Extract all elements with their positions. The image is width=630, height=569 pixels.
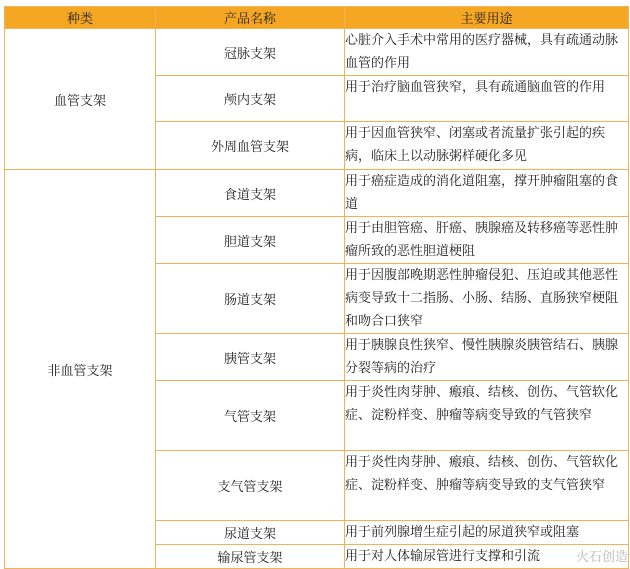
main-use-cell: 用于癌症造成的消化道阻塞，撑开肿瘤阻塞的食道: [345, 170, 629, 217]
product-name-cell: 输尿管支架: [156, 545, 345, 569]
main-use-cell: 用于对人体输尿管进行支撑和引流: [345, 545, 629, 569]
header-main-use: 主要用途: [345, 7, 629, 29]
table-row: [5, 170, 629, 217]
product-name-cell: 尿道支架: [156, 521, 345, 545]
kind-cell: 非血管支架: [5, 170, 156, 569]
product-name-cell: 气管支架: [156, 381, 345, 451]
product-name-cell: 食道支架: [156, 170, 345, 217]
product-name-cell: 胆道支架: [156, 217, 345, 264]
table-row: [5, 29, 629, 76]
main-use-cell: 用于炎性肉芽肿、瘢痕、结核、创伤、气管软化症、淀粉样变、肿瘤等病变导致的气管狭窄: [345, 381, 629, 451]
product-name-cell: 支气管支架: [156, 451, 345, 521]
kind-cell: 血管支架: [5, 29, 156, 170]
main-use-cell: 用于前列腺增生症引起的尿道狭窄或阻塞: [345, 521, 629, 545]
product-name-cell: 肠道支架: [156, 264, 345, 334]
main-use-cell: 用于炎性肉芽肿、瘢痕、结核、创伤、气管软化症、淀粉样变、肿瘤等病变导致的支气管狭窄: [345, 451, 629, 521]
product-name-cell: 胰管支架: [156, 334, 345, 381]
header-product-name: 产品名称: [156, 7, 345, 29]
main-use-cell: 心脏介入手术中常用的医疗器械，具有疏通动脉血管的作用: [345, 29, 629, 76]
product-name-cell: 冠脉支架: [156, 29, 345, 76]
product-name-cell: 颅内支架: [156, 76, 345, 122]
table-body: [5, 29, 629, 569]
main-use-cell: 用于胰腺良性狭窄、慢性胰腺炎胰管结石、胰腺分裂等病的治疗: [345, 334, 629, 381]
main-use-cell: 用于治疗脑血管狭窄，具有疏通脑血管的作用: [345, 76, 629, 122]
main-use-cell: 用于由胆管癌、肝癌、胰腺癌及转移癌等恶性肿瘤所致的恶性胆道梗阻: [345, 217, 629, 264]
table-header: [5, 7, 629, 29]
stent-table: [4, 6, 629, 569]
main-use-cell: 用于因腹部晚期恶性肿瘤侵犯、压迫或其他恶性病变导致十二指肠、小肠、结肠、直肠狭窄梗阻和吻合口狭窄: [345, 264, 629, 334]
watermark-text: 火石创造: [575, 550, 628, 565]
header-row: [5, 7, 629, 29]
product-name-cell: 外周血管支架: [156, 122, 345, 170]
main-use-cell: 用于因血管狭窄、闭塞或者流量扩张引起的疾病，临床上以动脉粥样硬化多见: [345, 122, 629, 170]
header-kind: 种类: [5, 7, 156, 29]
